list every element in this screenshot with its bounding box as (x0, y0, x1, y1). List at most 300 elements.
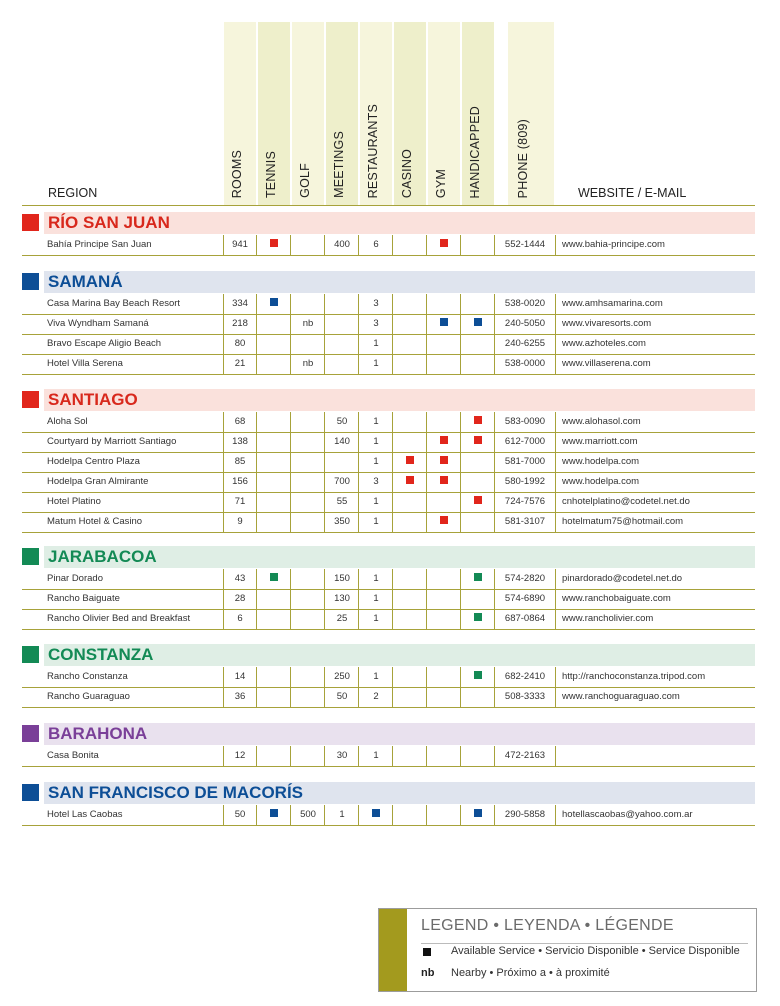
cell-phone: 538-0020 (504, 298, 546, 309)
cell-restaurants: 1 (373, 573, 379, 584)
cell-handicapped (462, 334, 494, 354)
cell-golf (292, 512, 324, 532)
column-divider (324, 314, 325, 334)
legend-title: LEGEND • LEYENDA • LÉGENDE (421, 917, 674, 934)
column-divider (324, 452, 325, 472)
column-divider (290, 609, 291, 629)
cell-name: Aloha Sol (47, 416, 88, 427)
cell-casino (394, 569, 426, 589)
column-divider (494, 609, 495, 629)
column-divider (290, 432, 291, 452)
column-divider (392, 432, 393, 452)
cell-tennis (258, 314, 290, 334)
region-header (22, 782, 755, 804)
column-divider (392, 452, 393, 472)
column-divider (290, 569, 291, 589)
cell-gym (428, 512, 460, 532)
cell-casino (394, 432, 426, 452)
column-divider (324, 235, 325, 255)
cell-name: Rancho Baiguate (47, 593, 120, 604)
cell-restaurants: 1 (373, 750, 379, 761)
column-divider (426, 609, 427, 629)
column-divider (290, 746, 291, 766)
region-header (22, 389, 755, 411)
available-square-icon (474, 496, 482, 504)
column-divider (460, 512, 461, 532)
cell-rooms: 21 (234, 358, 246, 369)
column-divider (494, 569, 495, 589)
hotel-row (22, 432, 755, 453)
cell-phone: 581-3107 (504, 516, 546, 527)
column-divider (555, 314, 556, 334)
cell-phone: 290-5858 (504, 809, 546, 820)
column-divider (358, 432, 359, 452)
cell-web: www.alohasol.com (562, 416, 641, 427)
cell-casino (394, 235, 426, 255)
column-divider (426, 412, 427, 432)
region-header (22, 546, 755, 568)
cell-golf (292, 432, 324, 452)
cell-golf (292, 589, 324, 609)
cell-tennis (258, 334, 290, 354)
hotel-row (22, 472, 755, 493)
cell-phone: 508-3333 (504, 691, 546, 702)
cell-phone: 472-2163 (504, 750, 546, 761)
available-square-icon (474, 671, 482, 679)
cell-meetings: 50 (336, 416, 348, 427)
cell-rooms: 36 (234, 691, 246, 702)
cell-name: Bahía Principe San Juan (47, 239, 152, 250)
hotel-row (22, 512, 755, 533)
cell-tennis (258, 805, 290, 825)
cell-golf (292, 472, 324, 492)
cell-web: www.ranchoguaraguao.com (562, 691, 680, 702)
cell-phone: 240-6255 (504, 338, 546, 349)
cell-name: Courtyard by Marriott Santiago (47, 436, 177, 447)
cell-web: www.marriott.com (562, 436, 638, 447)
available-square-icon (474, 809, 482, 817)
cell-meetings: 130 (334, 593, 350, 604)
hotel-row (22, 589, 755, 610)
available-square-icon (440, 476, 448, 484)
column-divider (460, 294, 461, 314)
cell-gym (428, 746, 460, 766)
column-divider (256, 354, 257, 374)
cell-tennis (258, 569, 290, 589)
cell-rooms: 6 (237, 613, 243, 624)
column-divider (555, 667, 556, 687)
region-header (22, 212, 755, 234)
column-divider (324, 334, 325, 354)
column-divider (555, 569, 556, 589)
cell-meetings: 400 (334, 239, 350, 250)
cell-gym (428, 609, 460, 629)
column-divider (555, 294, 556, 314)
cell-handicapped (462, 412, 494, 432)
cell-meetings: 250 (334, 671, 350, 682)
cell-golf (292, 746, 324, 766)
cell-tennis (258, 472, 290, 492)
region-band (44, 723, 755, 745)
column-divider (358, 314, 359, 334)
column-divider (324, 512, 325, 532)
legend-available-text: Available Service • Servicio Disponible • Service Disponible (451, 945, 740, 957)
cell-restaurants: 6 (373, 239, 379, 250)
cell-web: cnhotelplatino@codetel.net.do (562, 496, 690, 507)
cell-golf: nb (302, 358, 314, 369)
cell-rooms: 138 (232, 436, 248, 447)
column-divider (555, 687, 556, 707)
column-divider (358, 589, 359, 609)
column-divider (358, 294, 359, 314)
cell-golf (292, 334, 324, 354)
column-divider (426, 452, 427, 472)
column-divider (494, 432, 495, 452)
column-divider (426, 314, 427, 334)
cell-handicapped (462, 354, 494, 374)
available-square-icon (270, 809, 278, 817)
cell-web: www.vivaresorts.com (562, 318, 652, 329)
region-header (22, 723, 755, 745)
available-square-icon (423, 948, 431, 956)
cell-phone: 724-7576 (504, 496, 546, 507)
cell-gym (428, 354, 460, 374)
column-divider (460, 412, 461, 432)
available-square-icon (474, 416, 482, 424)
cell-web (562, 746, 752, 766)
cell-handicapped (462, 492, 494, 512)
column-divider (392, 492, 393, 512)
column-divider (256, 512, 257, 532)
column-divider (256, 334, 257, 354)
region-name: CONSTANZA (48, 645, 154, 664)
cell-gym (428, 314, 460, 334)
legend-nb-key: nb (421, 967, 435, 979)
cell-meetings: 1 (339, 809, 345, 820)
column-divider (392, 687, 393, 707)
column-divider (494, 746, 495, 766)
header-region: REGION (48, 186, 98, 200)
column-divider (392, 589, 393, 609)
cell-handicapped (462, 667, 494, 687)
cell-gym (428, 334, 460, 354)
cell-web: www.ranchobaiguate.com (562, 593, 671, 604)
cell-casino (394, 687, 426, 707)
cell-casino (394, 805, 426, 825)
column-divider (555, 432, 556, 452)
column-divider (494, 314, 495, 334)
cell-tennis (258, 235, 290, 255)
cell-phone: 580-1992 (504, 476, 546, 487)
cell-handicapped (462, 609, 494, 629)
legend-nearby-text: Nearby • Próximo a • à proximité (451, 967, 610, 979)
legend-box (378, 908, 757, 992)
column-divider (460, 432, 461, 452)
cell-restaurants: 1 (373, 416, 379, 427)
cell-tennis (258, 354, 290, 374)
column-divider (324, 354, 325, 374)
region-name: RÍO SAN JUAN (48, 213, 170, 232)
cell-casino (394, 667, 426, 687)
column-divider (324, 569, 325, 589)
cell-restaurants: 1 (373, 593, 379, 604)
column-divider (494, 472, 495, 492)
column-divider (392, 334, 393, 354)
column-divider (555, 746, 556, 766)
hotel-row (22, 235, 755, 256)
cell-golf (292, 452, 324, 472)
column-divider (494, 235, 495, 255)
cell-tennis (258, 294, 290, 314)
column-divider (324, 432, 325, 452)
column-divider (358, 235, 359, 255)
region-square-icon (22, 214, 39, 231)
column-divider (324, 687, 325, 707)
hotel-row (22, 452, 755, 473)
available-square-icon (474, 436, 482, 444)
cell-restaurants: 1 (373, 358, 379, 369)
column-divider (392, 294, 393, 314)
cell-restaurants (360, 805, 392, 825)
cell-gym (428, 472, 460, 492)
cell-casino (394, 354, 426, 374)
available-square-icon (474, 318, 482, 326)
region-band (44, 271, 755, 293)
column-divider (460, 589, 461, 609)
column-divider (426, 472, 427, 492)
cell-gym (428, 667, 460, 687)
cell-web: pinardorado@codetel.net.do (562, 573, 683, 584)
column-divider (392, 746, 393, 766)
cell-restaurants: 3 (373, 298, 379, 309)
column-divider (290, 412, 291, 432)
cell-tennis (258, 412, 290, 432)
cell-rooms: 80 (234, 338, 246, 349)
cell-gym (428, 589, 460, 609)
column-divider (256, 569, 257, 589)
cell-rooms: 14 (234, 671, 246, 682)
column-divider (494, 412, 495, 432)
cell-name: Hodelpa Centro Plaza (47, 456, 140, 467)
column-divider (426, 667, 427, 687)
column-divider (494, 294, 495, 314)
region-square-icon (22, 548, 39, 565)
cell-name: Rancho Guaraguao (47, 691, 130, 702)
cell-golf: 500 (300, 809, 316, 820)
cell-tennis (258, 512, 290, 532)
cell-casino (394, 412, 426, 432)
column-divider (358, 492, 359, 512)
cell-name: Casa Marina Bay Beach Resort (47, 298, 181, 309)
column-divider (555, 334, 556, 354)
hotel-row (22, 294, 755, 315)
cell-restaurants: 3 (373, 318, 379, 329)
column-divider (494, 805, 495, 825)
cell-name: Viva Wyndham Samaná (47, 318, 149, 329)
column-divider (555, 354, 556, 374)
hotel-row (22, 667, 755, 688)
hotel-row (22, 569, 755, 590)
column-divider (426, 589, 427, 609)
column-divider (426, 354, 427, 374)
header-phone: PHONE (809) (516, 118, 530, 198)
column-divider (358, 412, 359, 432)
available-square-icon (406, 476, 414, 484)
legend-accent-bar (379, 909, 407, 991)
cell-rooms: 50 (234, 809, 246, 820)
cell-casino (394, 334, 426, 354)
cell-golf (292, 687, 324, 707)
column-divider (460, 334, 461, 354)
cell-tennis (258, 667, 290, 687)
cell-golf (292, 667, 324, 687)
column-divider (494, 589, 495, 609)
column-divider (324, 746, 325, 766)
column-divider (290, 805, 291, 825)
cell-tennis (258, 746, 290, 766)
cell-tennis (258, 492, 290, 512)
cell-tennis (258, 432, 290, 452)
column-divider (392, 472, 393, 492)
column-divider (555, 512, 556, 532)
column-divider (460, 314, 461, 334)
available-square-icon (474, 613, 482, 621)
column-divider (555, 472, 556, 492)
cell-meetings: 55 (336, 496, 348, 507)
column-divider (392, 314, 393, 334)
column-divider (392, 412, 393, 432)
column-divider (290, 452, 291, 472)
header-golf: GOLF (298, 163, 312, 198)
cell-handicapped (462, 314, 494, 334)
cell-name: Bravo Escape Aligio Beach (47, 338, 162, 349)
cell-phone: 583-0090 (504, 416, 546, 427)
cell-gym (428, 432, 460, 452)
cell-casino (394, 314, 426, 334)
cell-restaurants: 1 (373, 436, 379, 447)
cell-meetings: 50 (336, 691, 348, 702)
cell-meetings: 25 (336, 613, 348, 624)
region-square-icon (22, 784, 39, 801)
cell-handicapped (462, 472, 494, 492)
header-rooms: ROOMS (230, 149, 244, 198)
header-meetings: MEETINGS (332, 131, 346, 198)
available-square-icon (440, 456, 448, 464)
cell-casino (394, 452, 426, 472)
available-square-icon (440, 516, 448, 524)
column-divider (358, 667, 359, 687)
cell-handicapped (462, 805, 494, 825)
header-restaurants: RESTAURANTS (366, 103, 380, 198)
cell-casino (394, 512, 426, 532)
cell-meetings: 150 (334, 573, 350, 584)
hotel-row (22, 334, 755, 355)
cell-gym (428, 235, 460, 255)
column-divider (358, 512, 359, 532)
available-square-icon (406, 456, 414, 464)
column-divider (494, 354, 495, 374)
column-divider (358, 746, 359, 766)
cell-web: www.azhoteles.com (562, 338, 646, 349)
column-divider (392, 609, 393, 629)
column-divider (358, 687, 359, 707)
cell-gym (428, 412, 460, 432)
header-gym: GYM (434, 168, 448, 198)
column-divider (460, 609, 461, 629)
region-header (22, 271, 755, 293)
cell-restaurants: 3 (373, 476, 379, 487)
cell-handicapped (462, 235, 494, 255)
cell-handicapped (462, 294, 494, 314)
cell-gym (428, 492, 460, 512)
cell-meetings: 30 (336, 750, 348, 761)
cell-golf (292, 609, 324, 629)
column-divider (426, 512, 427, 532)
cell-restaurants: 1 (373, 613, 379, 624)
column-divider (494, 334, 495, 354)
column-divider (426, 687, 427, 707)
hotel-row (22, 354, 755, 375)
cell-phone: 240-5050 (504, 318, 546, 329)
cell-web: www.hodelpa.com (562, 456, 640, 467)
column-divider (290, 589, 291, 609)
column-divider (460, 569, 461, 589)
column-divider (324, 667, 325, 687)
column-divider (324, 805, 325, 825)
column-divider (494, 687, 495, 707)
cell-rooms: 218 (232, 318, 248, 329)
legend-divider (421, 943, 748, 944)
cell-phone: 574-2820 (504, 573, 546, 584)
cell-handicapped (462, 746, 494, 766)
column-divider (555, 412, 556, 432)
column-divider (290, 334, 291, 354)
column-divider (426, 746, 427, 766)
column-divider (256, 294, 257, 314)
column-divider (324, 294, 325, 314)
region-name: JARABACOA (48, 547, 157, 566)
region-square-icon (22, 273, 39, 290)
hotel-row (22, 805, 755, 826)
column-divider (358, 334, 359, 354)
cell-web: hotelmatum75@hotmail.com (562, 516, 684, 527)
cell-web: www.amhsamarina.com (562, 298, 663, 309)
column-divider (460, 746, 461, 766)
cell-meetings (326, 452, 358, 472)
column-divider (555, 235, 556, 255)
cell-restaurants: 2 (373, 691, 379, 702)
available-square-icon (270, 298, 278, 306)
cell-casino (394, 472, 426, 492)
cell-gym (428, 569, 460, 589)
cell-handicapped (462, 589, 494, 609)
column-divider (358, 472, 359, 492)
column-divider (256, 412, 257, 432)
region-name: SAMANÁ (48, 272, 123, 291)
column-divider (426, 294, 427, 314)
cell-gym (428, 805, 460, 825)
hotel-row (22, 609, 755, 630)
cell-meetings: 140 (334, 436, 350, 447)
cell-casino (394, 492, 426, 512)
region-header (22, 644, 755, 666)
column-divider (324, 609, 325, 629)
header-website: WEBSITE / E-MAIL (578, 186, 687, 200)
cell-tennis (258, 452, 290, 472)
cell-name: Pinar Dorado (47, 573, 103, 584)
cell-phone: 538-0000 (504, 358, 546, 369)
column-divider (256, 492, 257, 512)
